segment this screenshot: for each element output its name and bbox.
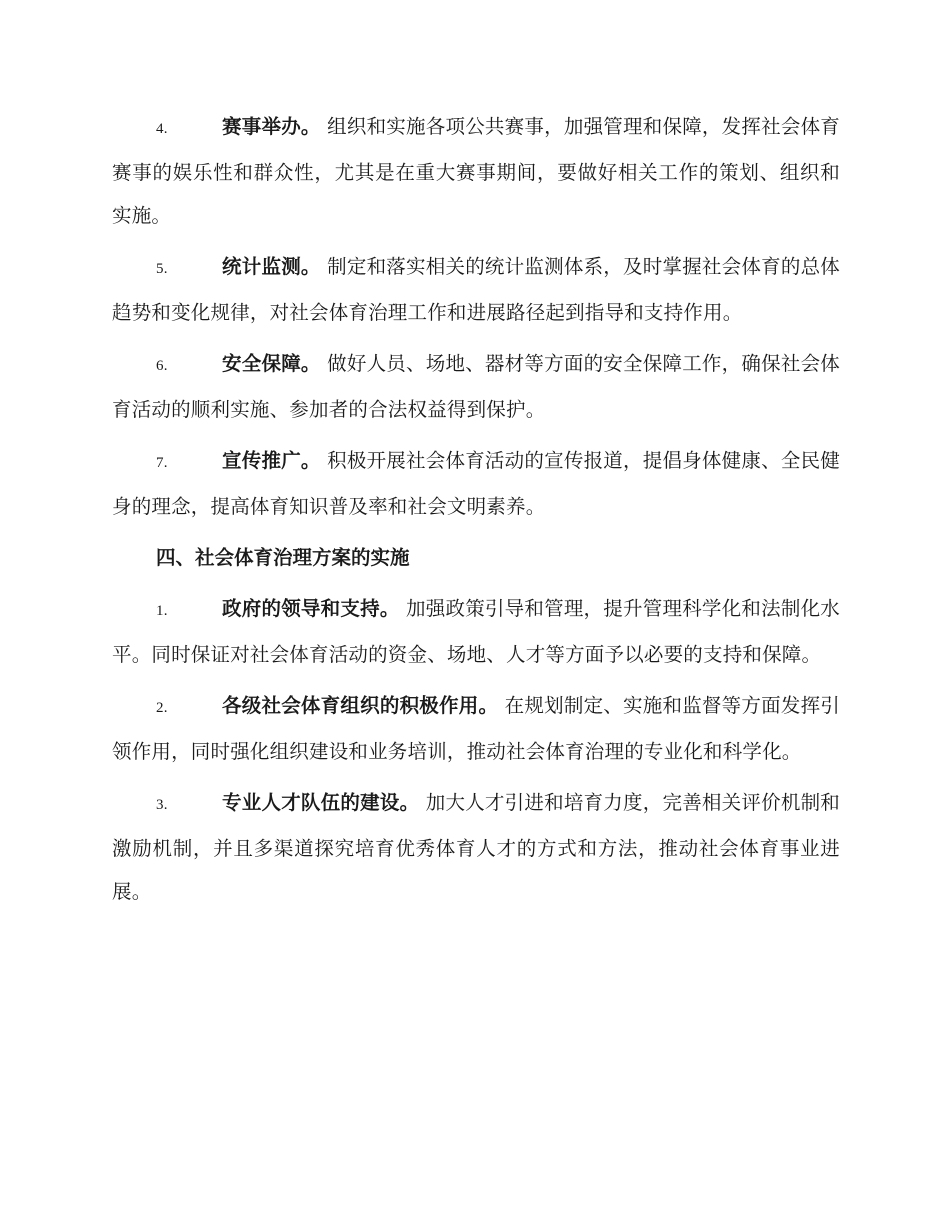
- list-item-text: 制定和落实相关的统计监测体系，及时掌握社会体育的总体趋势和变化规律，对社会体育治理工作和进展路径起到指导和支持作用。: [112, 255, 840, 324]
- list-item-number: 5.: [156, 261, 168, 277]
- list-item-number: 4.: [156, 121, 168, 137]
- list-item-title: 安全保障。: [222, 352, 321, 375]
- list-item: [112, 245, 840, 334]
- list-item-text: 做好人员、场地、器材等方面的安全保障工作，确保社会体育活动的顺利实施、参加者的合法权益得到保护。: [112, 352, 840, 421]
- list-item-text: 组织和实施各项公共赛事，加强管理和保障，发挥社会体育赛事的娱乐性和群众性，尤其是在重大赛事期间，要做好相关工作的策划、组织和实施。: [112, 115, 840, 227]
- list-item-text: 积极开展社会体育活动的宣传报道，提倡身体健康、全民健身的理念，提高体育知识普及率和社会文明素养。: [112, 449, 840, 518]
- section-heading: 四、社会体育治理方案的实施: [156, 546, 410, 569]
- list-item: [112, 781, 840, 913]
- list-item-number: 6.: [156, 358, 168, 374]
- list-item-text: 在规划制定、实施和监督等方面发挥引领作用，同时强化组织建设和业务培训，推动社会体育治理的专业化和科学化。: [112, 694, 840, 763]
- list-item-title: 赛事举办。: [222, 115, 321, 138]
- list-item-text: 加强政策引导和管理，提升管理科学化和法制化水平。同时保证对社会体育活动的资金、场地、人才等方面予以必要的支持和保障。: [112, 597, 840, 666]
- list-item: [112, 587, 840, 676]
- list-item: [112, 684, 840, 773]
- document-body: [112, 105, 840, 921]
- list-item-title: 专业人才队伍的建设。: [222, 791, 420, 814]
- list-item-text: 加大人才引进和培育力度，完善相关评价机制和激励机制，并且多渠道探究培育优秀体育人才的方式和方法，推动社会体育事业进展。: [112, 791, 840, 903]
- list-item-number: 3.: [156, 797, 168, 813]
- list-item: [112, 105, 840, 237]
- list-item-number: 1.: [156, 603, 168, 619]
- list-item-title: 统计监测。: [222, 255, 321, 278]
- list-item: [112, 439, 840, 528]
- list-item-title: 宣传推广。: [222, 449, 321, 472]
- list-item-number: 2.: [156, 700, 168, 716]
- list-item-title: 各级社会体育组织的积极作用。: [222, 694, 499, 717]
- list-item: [112, 342, 840, 431]
- list-item-number: 7.: [156, 455, 168, 471]
- list-item-title: 政府的领导和支持。: [222, 597, 400, 620]
